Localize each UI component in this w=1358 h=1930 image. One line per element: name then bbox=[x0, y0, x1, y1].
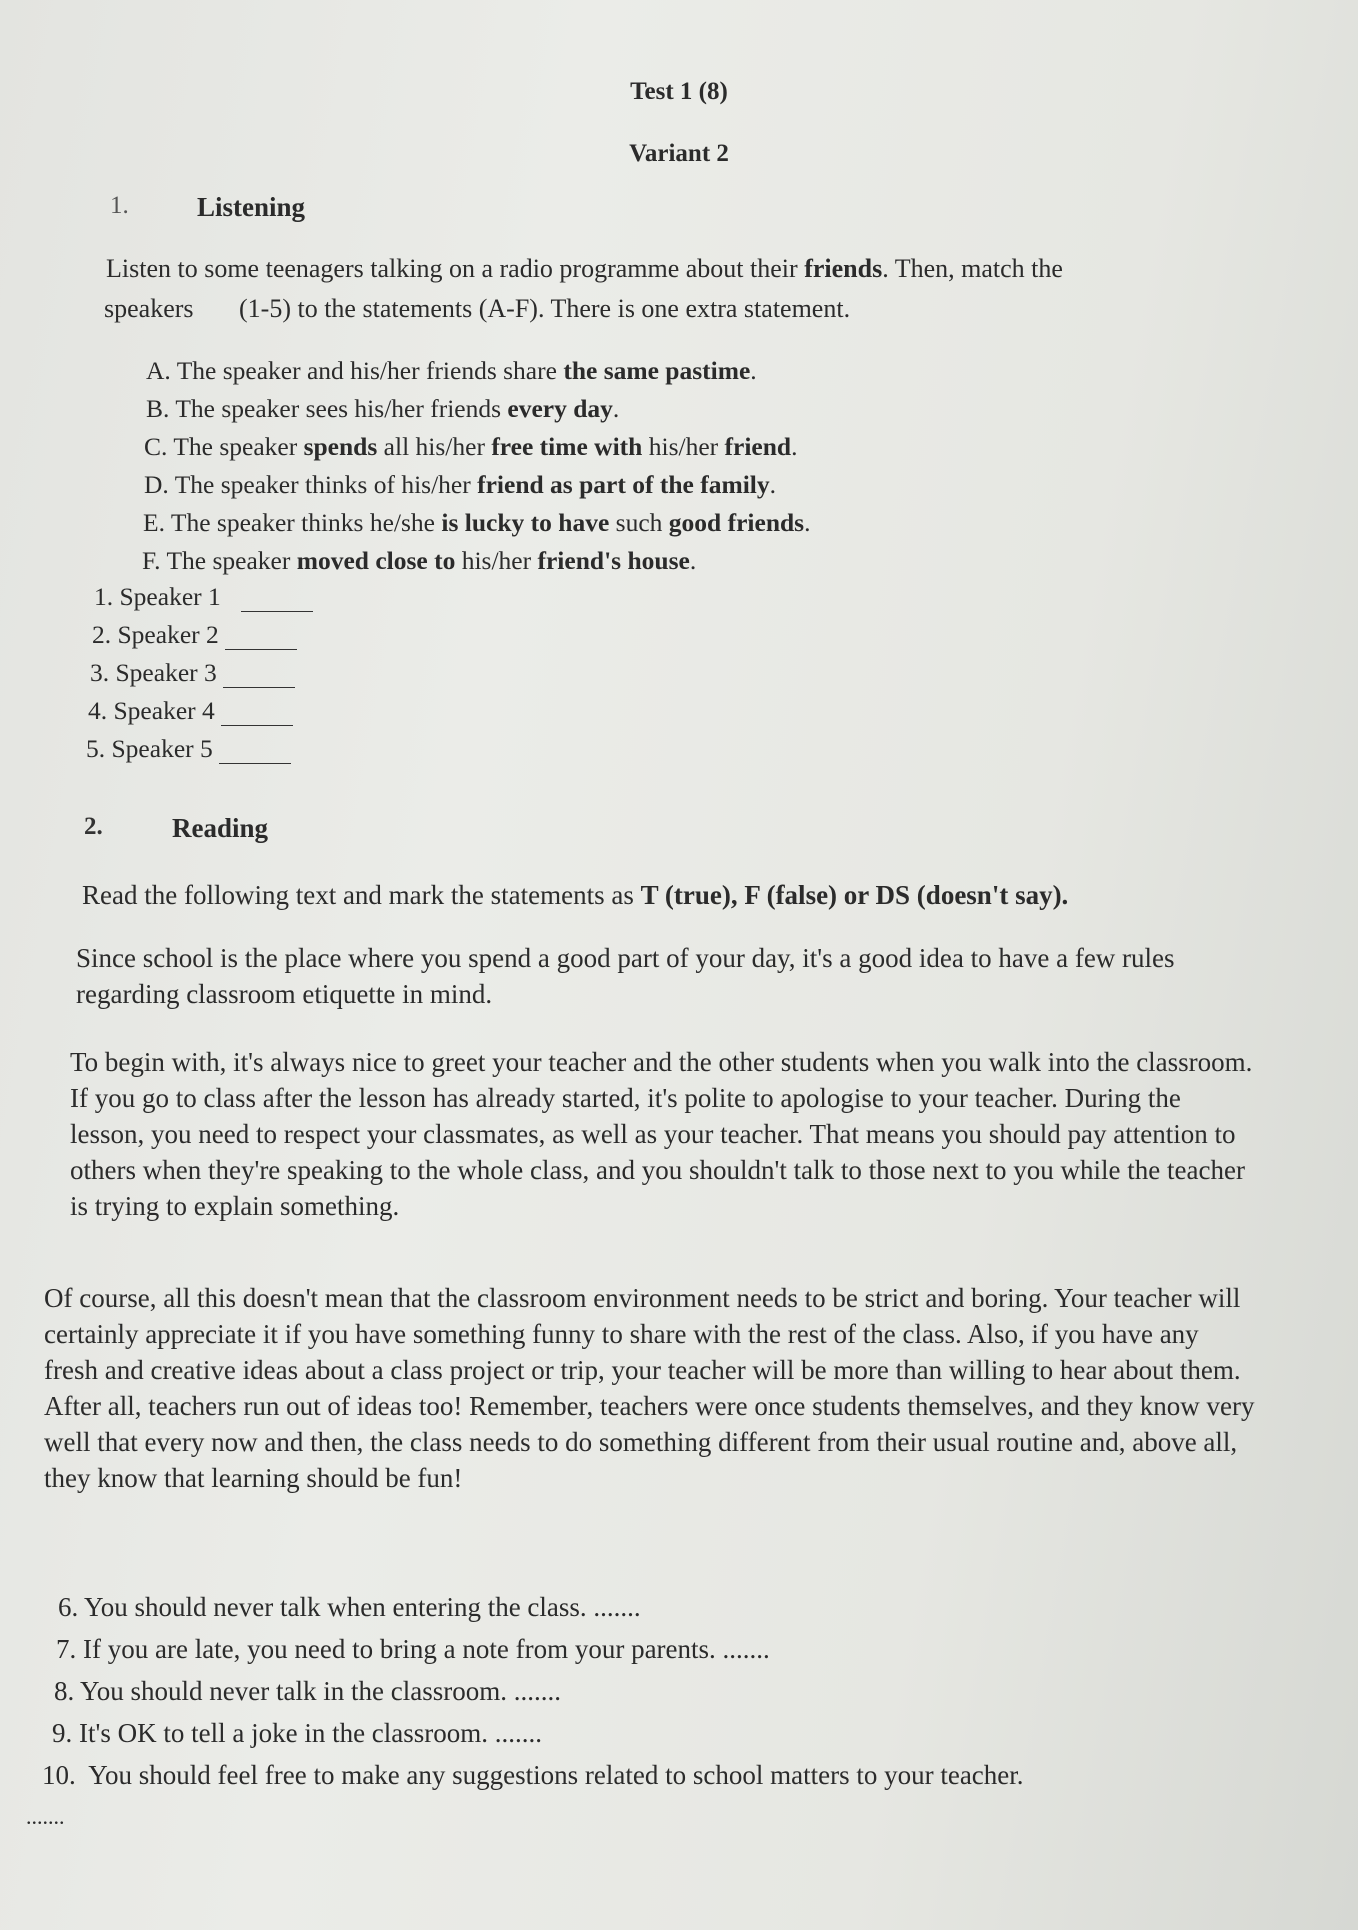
speaker-answer-4: 4. Speaker 4 bbox=[88, 696, 293, 726]
variant-label: Variant 2 bbox=[629, 140, 729, 167]
answer-dots: ....... bbox=[26, 1804, 65, 1829]
question-6: 6. You should never talk when entering the class. ....... bbox=[58, 1592, 641, 1622]
test-title: Test 1 (8) bbox=[630, 78, 728, 105]
answer-blank[interactable] bbox=[221, 703, 293, 726]
answer-blank[interactable] bbox=[241, 589, 313, 612]
section-1-title: Listening bbox=[197, 192, 306, 222]
reading-paragraph-2: To begin with, it's always nice to greet your teacher and the other students when you walk into the classroom. If you go to class after the lesson has already started, it's polite to apologise to your teacher. During the lesson, you need to respect your classmates, as well as your teacher. That means you should pay attention to others when they're speaking to the whole class, and you shouldn't talk to those next to you while the teacher is trying to explain something. bbox=[70, 1047, 1253, 1221]
speaker-answer-2: 2. Speaker 2 bbox=[92, 620, 297, 650]
listening-instructions-line2: speakers (1-5) to the statements (A-F). There is one extra statement. bbox=[104, 294, 851, 323]
statement-a: A. The speaker and his/her friends share the same pastime. bbox=[146, 356, 757, 385]
answer-blank[interactable] bbox=[219, 741, 291, 764]
question-10: 10. You should feel free to make any suggestions related to school matters to your teacher. bbox=[42, 1760, 1024, 1790]
statement-b: B. The speaker sees his/her friends every day. bbox=[146, 394, 620, 423]
section-2-title: Reading bbox=[172, 813, 269, 843]
question-7: 7. If you are late, you need to bring a note from your parents. ....... bbox=[56, 1634, 770, 1664]
question-9: 9. It's OK to tell a joke in the classroom. ....... bbox=[52, 1718, 543, 1748]
section-1-number: 1. bbox=[110, 192, 129, 219]
reading-paragraph-3: Of course, all this doesn't mean that the classroom environment needs to be strict and boring. Your teacher will certainly appreciate it if you have something funny to share with the rest of the class. Also, if you have any fresh and creative ideas about a class project or trip, your teacher will be more than willing to hear about them. After all, teachers run out of ideas too! Remember, teachers were once students themselves, and they know very well that every now and then, the class needs to do something different from their usual routine and, above all, they know that learning should be fun! bbox=[44, 1283, 1255, 1493]
section-2-number: 2. bbox=[84, 813, 103, 840]
reading-paragraph-1: Since school is the place where you spend a good part of your day, it's a good idea to have a few rules regarding classroom etiquette in mind. bbox=[76, 943, 1175, 1009]
question-8: 8. You should never talk in the classroom. ....... bbox=[54, 1676, 561, 1706]
answer-blank[interactable] bbox=[225, 627, 297, 650]
reading-instructions: Read the following text and mark the statements as T (true), F (false) or DS (doesn't say). bbox=[82, 880, 1069, 910]
statement-d: D. The speaker thinks of his/her friend as part of the family. bbox=[144, 470, 776, 499]
listening-instructions-line1: Listen to some teenagers talking on a radio programme about their friends. Then, match the bbox=[106, 254, 1063, 283]
statement-e: E. The speaker thinks he/she is lucky to have such good friends. bbox=[143, 508, 811, 537]
speaker-answer-1: 1. Speaker 1 bbox=[94, 582, 313, 612]
answer-blank[interactable] bbox=[223, 665, 295, 688]
statement-f: F. The speaker moved close to his/her friend's house. bbox=[142, 546, 697, 575]
statement-c: C. The speaker spends all his/her free time with his/her friend. bbox=[144, 432, 798, 461]
speaker-answer-3: 3. Speaker 3 bbox=[90, 658, 295, 688]
speaker-answer-5: 5. Speaker 5 bbox=[86, 734, 291, 764]
